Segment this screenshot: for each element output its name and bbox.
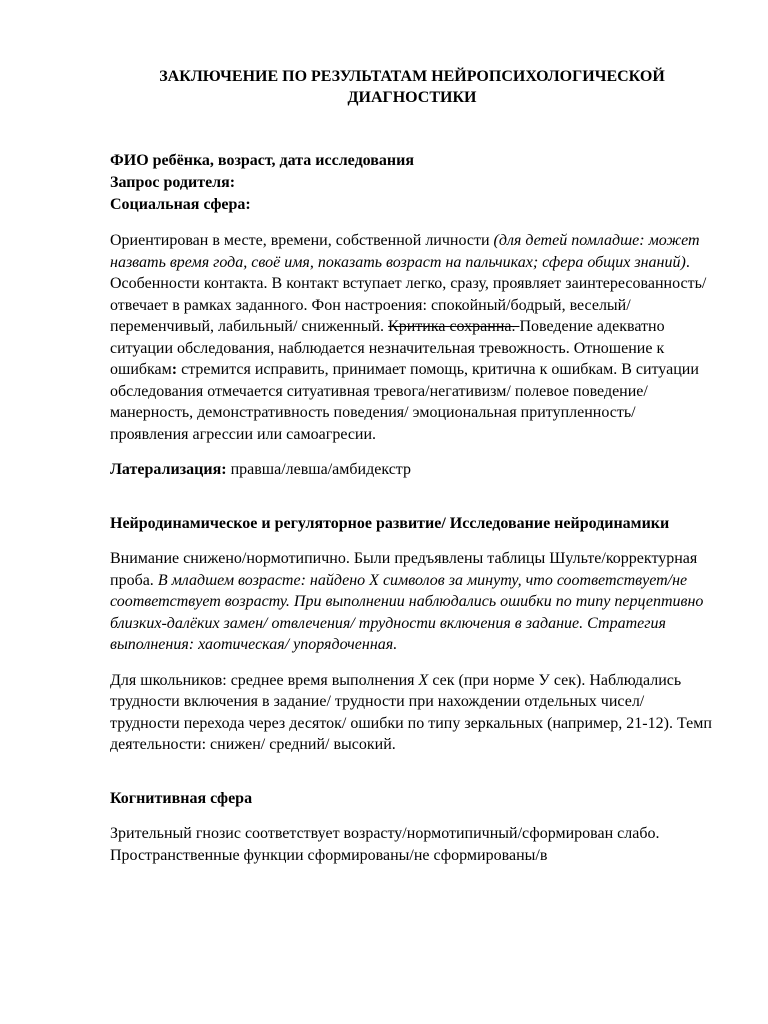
- neuro-p2-italic: Х: [418, 671, 429, 689]
- neuro-p2-text-3: сек (при норме У сек). Наблюдались трудности включения в задание/ трудности при нахождении отдельных чисел/ трудности перехода через десяток/ ошибки по типу зеркальных (например, 21-12). Темп деятельности: снижен/ средний/ высокий.: [110, 671, 712, 753]
- neuro-paragraph-2: [110, 670, 714, 756]
- title-line-1: ЗАКЛЮЧЕНИЕ ПО РЕЗУЛЬТАТАМ НЕЙРОПСИХОЛОГИЧЕСКОЙ: [159, 68, 665, 85]
- social-text-5: Поведение адекватно ситуации обследования, наблюдается незначительная тревожность. Отношение к ошибкам: [110, 318, 665, 378]
- social-text-3: . Особенности контакта. В контакт вступает легко, сразу, проявляет заинтересованность/ отвечает в рамках заданного. Фон настроения: спокойный/бодрый, веселый/переменчивый, лабильный/ сниженный.: [110, 253, 707, 335]
- neuro-heading: Нейродинамическое и регуляторное развитие/ Исследование нейродинамики: [110, 514, 670, 532]
- neuro-p1-italic: В младшем возрасте: найдено Х символов за минуту, что соответствует/не соответствует возрасту. При выполнении наблюдались ошибки по типу перцептивно близких-далёких замен/ отвлечения/ трудности включения в задание. Стратегия выполнения: хаотическая/ упорядоченная.: [110, 571, 704, 653]
- laterality-label: Латерализация:: [110, 461, 227, 478]
- cognitive-heading: Когнитивная сфера: [110, 789, 253, 807]
- social-text-strikethrough: Критика сохранна.: [388, 318, 520, 335]
- cognitive-paragraph-1: Зрительный гнозис соответствует возрасту/нормотипичный/сформирован слабо. Пространственные функции сформированы/не сформированы/в: [110, 825, 660, 864]
- neuro-p2-text-1: Для школьников: среднее время выполнения: [110, 671, 419, 689]
- neuro-p1-text: Внимание снижено/нормотипично. Были предъявлены таблицы Шульте/корректурная проба.: [110, 550, 698, 589]
- field-social: Социальная сфера:: [110, 196, 251, 213]
- social-paragraph: [110, 230, 714, 445]
- field-fio: ФИО ребёнка, возраст, дата исследования: [110, 152, 414, 169]
- social-text-1: Ориентирован в месте, времени, собственной личности: [110, 232, 494, 249]
- field-request: Запрос родителя:: [110, 174, 236, 191]
- laterality-value: правша/левша/амбидекстр: [226, 461, 411, 478]
- document-title: [110, 66, 714, 108]
- social-text-7: стремится исправить, принимает помощь, критична к ошибкам. В ситуации обследования отмечается ситуативная тревога/негативизм/ полевое поведение/ манерность, демонстративность поведения/ эмоциональная притупленность/ проявления агрессии или самоагресии.: [110, 361, 699, 443]
- social-text-italic: (для детей помладше: может назвать время года, своё имя, показать возраст на пальчиках; сфера общих знаний): [110, 232, 700, 271]
- laterality-line: [110, 459, 714, 481]
- header-fields: [110, 150, 714, 216]
- document-page: [110, 66, 714, 866]
- neuro-paragraph-1: [110, 548, 714, 656]
- social-text-bold-colon: :: [171, 361, 178, 378]
- title-line-2: ДИАГНОСТИКИ: [347, 89, 477, 106]
